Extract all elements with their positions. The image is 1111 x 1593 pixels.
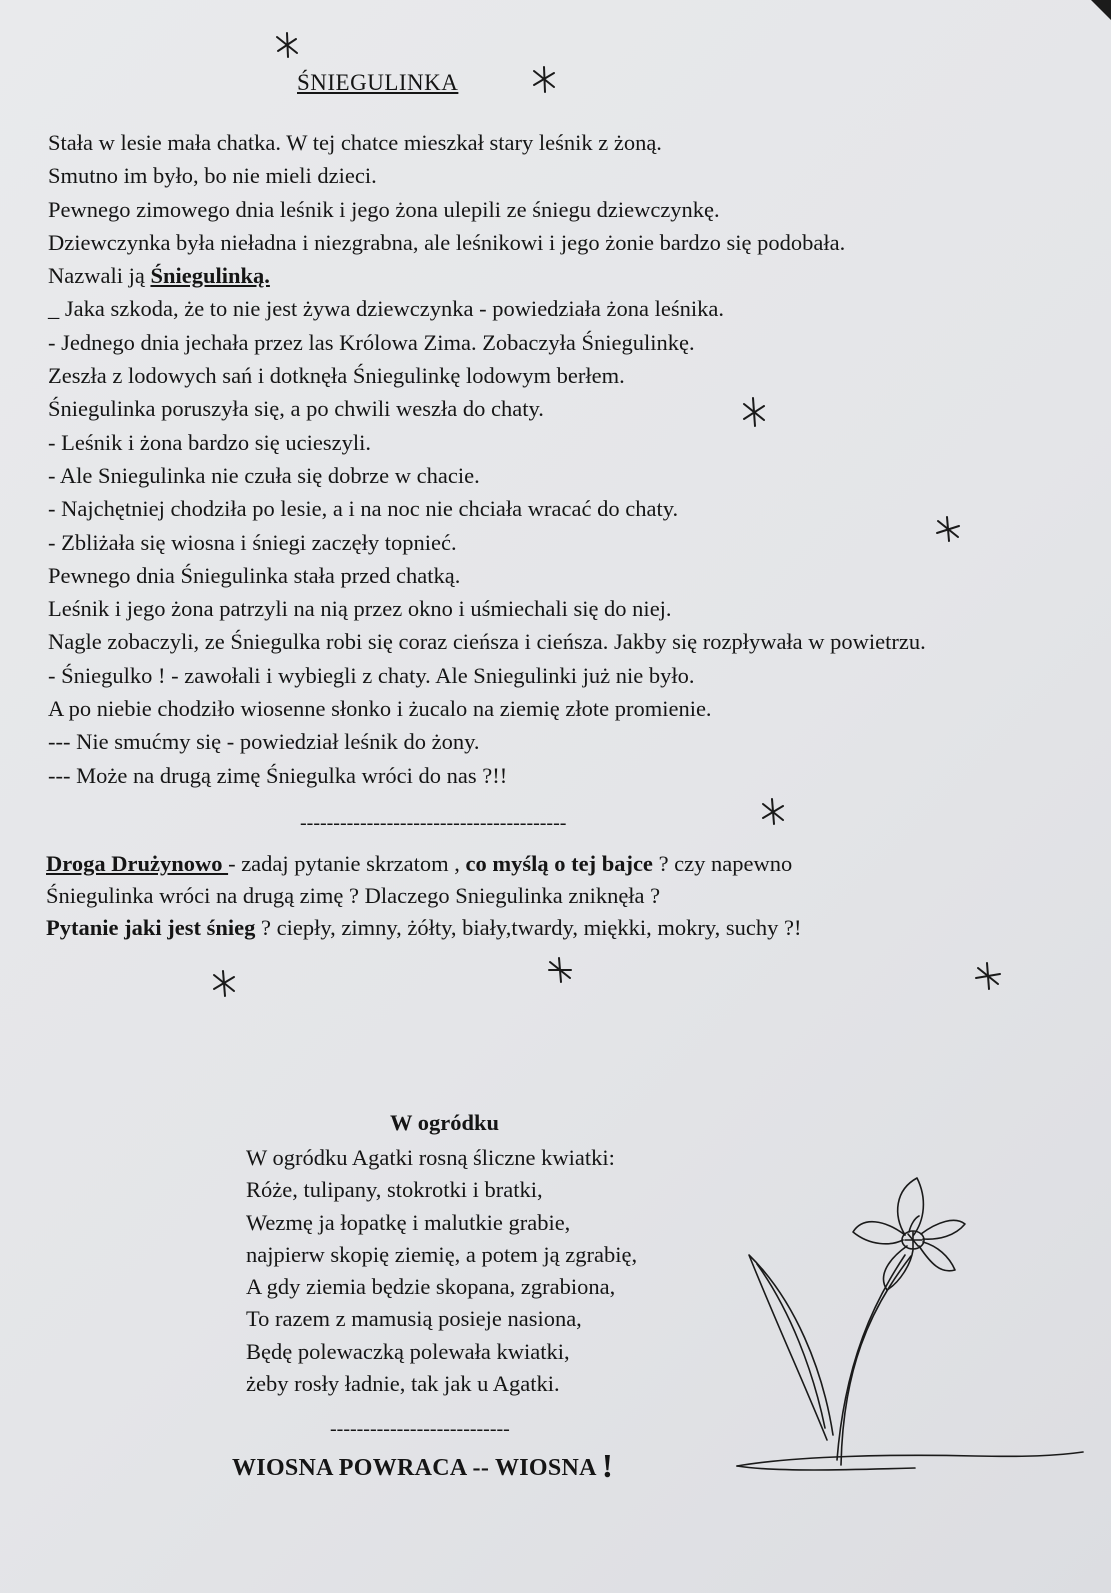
poem-line: To razem z mamusią posieje nasiona, — [246, 1306, 582, 1332]
story-text — [48, 126, 1058, 792]
story-line: - Zbliżała się wiosna i śniegi zaczęły topnieć. — [48, 529, 457, 555]
poem-line: A gdy ziemia będzie skopana, zgrabiona, — [246, 1274, 616, 1300]
poem-line: W ogródku Agatki rosną śliczne kwiatki: — [246, 1145, 615, 1170]
story-line: Pewnego zimowego dnia leśnik i jego żona ulepili ze śniegu dziewczynkę. — [48, 196, 720, 222]
story-line — [48, 259, 1058, 292]
story-line: Stała w lesie mała chatka. W tej chatce mieszkał stary leśnik z żoną. — [48, 130, 662, 155]
story-line: Zeszła z lodowych sań i dotknęła Śniegulinkę lodowym berłem. — [48, 363, 625, 389]
story-line: A po niebie chodziło wiosenne słonko i żucalo na ziemię złote promienie. — [48, 696, 712, 722]
poem-line: Będę polewaczką polewała kwiatki, — [246, 1338, 570, 1364]
poem-line: Wezmę ja łopatkę i malutkie grabie, — [246, 1209, 571, 1235]
story-line: - Ale Sniegulinka nie czuła się dobrze w chacie. — [48, 462, 480, 488]
story-line: Śniegulinka poruszyła się, a po chwili weszła do chaty. — [48, 396, 544, 422]
story-line: --- Nie smućmy się - powiedział leśnik do żony. — [48, 729, 480, 755]
separator-line: --------------------------- — [330, 1418, 510, 1440]
snowflake-star-icon — [534, 67, 554, 92]
question-text: - zadaj pytanie skrzatom , — [228, 851, 466, 876]
story-line: - Śniegulko ! - zawołali i wybiegli z chaty. Ale Sniegulinki już nie było. — [48, 662, 695, 688]
snowflake-star-icon — [214, 971, 234, 996]
poem-text — [246, 1142, 637, 1400]
story-line: Leśnik i jego żona patrzyli na nią przez okno i uśmiechali się do niej. — [48, 596, 672, 622]
story-line: Nagle zobaczyli, ze Śniegulka robi się coraz cieńsza i cieńsza. Jakby się rozpływała w powietrzu. — [48, 629, 926, 655]
poem-line: żeby rosły ładnie, tak jak u Agatki. — [246, 1371, 560, 1397]
poem-title: W ogródku — [390, 1110, 499, 1135]
flower-drawing-icon — [735, 1160, 1095, 1500]
story-line: --- Może na drugą zimę Śniegulka wróci do nas ?!! — [48, 762, 508, 788]
story-line: _ Jaka szkoda, że to nie jest żywa dziewczynka - powiedziała żona leśnika. — [48, 296, 724, 322]
story-line: - Leśnik i żona bardzo się ucieszyli. — [48, 429, 372, 455]
question-text: ? czy napewno — [652, 851, 793, 876]
questions-heading: Droga Drużynowo — [46, 851, 229, 876]
snowflake-star-icon — [976, 963, 1000, 989]
exclamation-mark: ! — [601, 1448, 614, 1485]
question-emphasis: Pytanie jaki jest śnieg — [46, 915, 256, 940]
poem-line: najpierw skopię ziemię, a potem ją zgrabię, — [246, 1241, 638, 1267]
question-line — [46, 848, 1076, 880]
poem-line: Róże, tulipany, stokrotki i bratki, — [246, 1177, 543, 1203]
story-line: - Najchętniej chodziła po lesie, a i na noc nie chciała wracać do chaty. — [48, 496, 679, 522]
closing-text: WIOSNA POWRACA -- WIOSNA — [232, 1455, 602, 1481]
story-line: - Jednego dnia jechała przez las Królowa Zima. Zobaczyła Śniegulinkę. — [48, 329, 695, 355]
story-line: Smutno im było, bo nie mieli dzieci. — [48, 163, 377, 189]
questions-block — [46, 848, 1076, 944]
snowflake-star-icon — [277, 33, 297, 57]
story-line: Dziewczynka była nieładna i niezgrabna, ale leśnikowi i jego żonie bardzo się podobała. — [48, 229, 846, 255]
story-title: ŚNIEGULINKA — [297, 70, 459, 95]
closing-line — [232, 1448, 613, 1486]
question-text: ? ciepły, zimny, żółty, biały,twardy, miękki, mokry, suchy ?! — [255, 915, 802, 940]
separator-line: ---------------------------------------- — [300, 812, 567, 834]
snowgirl-name: Śniegulinką. — [150, 263, 270, 289]
story-line: Pewnego dnia Śniegulinka stała przed chatką. — [48, 562, 461, 588]
snowflake-star-icon — [549, 958, 571, 982]
question-line — [46, 912, 1076, 944]
snowflake-star-icon — [763, 799, 783, 824]
question-emphasis: co myślą o tej bajce — [465, 851, 653, 876]
named-prefix: Nazwali ją — [48, 263, 151, 289]
question-line: Śniegulinka wróci na drugą zimę ? Dlaczego Sniegulinka zniknęła ? — [46, 883, 661, 908]
